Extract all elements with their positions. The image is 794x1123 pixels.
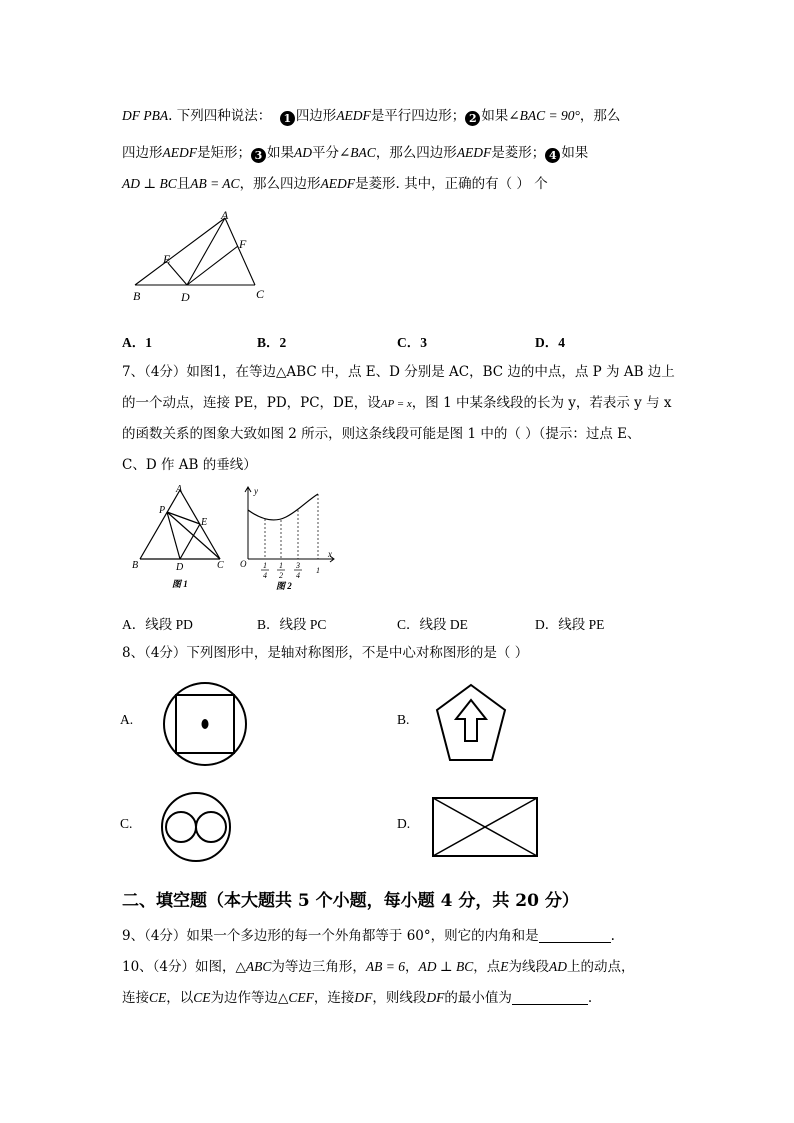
q10-text: .: [587, 990, 593, 1006]
q6-text: 且: [176, 176, 191, 192]
q7-line-2: [122, 394, 672, 413]
q10-math: AD: [548, 959, 567, 974]
fig2-label-x: x: [328, 549, 332, 559]
fig2-tick-4: 1: [316, 566, 320, 575]
circled-number-1: 1: [280, 111, 295, 126]
q6-text: 四边形: [295, 108, 337, 124]
q9-line: [122, 927, 615, 945]
q10-math: DF: [426, 990, 445, 1005]
q10-text: ，连接: [313, 990, 355, 1006]
q7-figure-1: [130, 484, 230, 594]
fig2-label-o: O: [240, 559, 247, 569]
fig2-label-y: y: [254, 486, 258, 496]
q8-figure-d-rectangle-cross-icon: [431, 796, 539, 858]
q10-math: CE: [193, 990, 211, 1005]
q10-math: DF: [354, 990, 373, 1005]
q8-figure-b-pentagon-arrow-icon: [435, 683, 507, 763]
fig2-tick-1-num: 1: [263, 561, 267, 570]
q10-text: ，: [405, 959, 419, 975]
q6-text: 平分: [312, 145, 339, 161]
fig2-tick-1-den: 4: [263, 571, 267, 580]
q10-text: 的最小值为: [444, 990, 512, 1006]
q10-text: 为边作等边: [210, 990, 279, 1006]
q9-text: .: [610, 928, 615, 944]
q10-text: 10、（4分）如图，: [122, 959, 236, 975]
circled-number-2: 2: [465, 111, 480, 126]
q10-math: CE: [149, 990, 167, 1005]
circled-number-3: 3: [251, 148, 266, 163]
q7-option-d[interactable]: D．线段 PE: [535, 617, 605, 632]
label-f: F: [239, 237, 247, 251]
label-b: B: [133, 289, 141, 303]
q6-math: ∠BAC = 90°: [508, 108, 580, 123]
q6-text: 是平行四边形；: [370, 108, 466, 124]
q6-math-dfpba: DF PBA: [122, 108, 169, 123]
fig1-label-c: C: [217, 560, 224, 571]
q6-math: AEDF: [456, 145, 492, 160]
q6-math: AEDF: [162, 145, 197, 160]
q10-math: △ABC: [235, 959, 272, 974]
fig1-label-a: A: [176, 484, 183, 495]
q6-text: 是矩形；: [197, 145, 251, 161]
fig2-tick-2-num: 1: [279, 561, 283, 570]
q10-text: 为线段: [508, 959, 549, 975]
q6-triangle-figure: [130, 208, 270, 306]
q6-option-b[interactable]: B．2: [257, 335, 287, 350]
q8-label-d[interactable]: D.: [397, 816, 411, 831]
q6-text: ，那么四边形: [375, 145, 457, 161]
q9-text: 9、（4分）如果一个多边形的每一个外角都等于 60°，则它的内角和是: [122, 928, 539, 944]
q10-text: 连接: [122, 990, 149, 1006]
q6-option-c[interactable]: C．3: [397, 335, 427, 350]
q6-text: 是菱形. 其中，正确的有（ ） 个: [355, 176, 548, 192]
q6-math: AEDF: [336, 108, 371, 123]
q8-label-a[interactable]: A.: [120, 712, 134, 727]
fig1-label-b: B: [132, 560, 139, 571]
q7-option-b[interactable]: B．线段 PC: [257, 617, 327, 632]
q6-line-2: [122, 144, 588, 163]
label-d: D: [181, 290, 190, 304]
q7-text: 的一个动点，连接 PE，PD，PC，DE，设: [122, 395, 381, 411]
q7-option-a[interactable]: A．线段 PD: [122, 617, 193, 632]
q6-math: ∠BAC: [339, 145, 376, 160]
q6-line-3: [122, 175, 548, 193]
fig2-tick-2-den: 2: [279, 571, 283, 580]
q7-option-c[interactable]: C．线段 DE: [397, 617, 468, 632]
q8-figure-a-circle-square-icon: [162, 681, 248, 767]
q7-figure-2: [238, 484, 338, 594]
q10-line-2: [122, 989, 592, 1007]
q6-math: AD: [294, 145, 312, 160]
q6-text: ，那么四边形: [239, 176, 321, 192]
q6-text: 四边形: [122, 145, 163, 161]
q10-math: AB = 6: [365, 959, 406, 974]
q6-text: ，那么: [579, 108, 621, 124]
q8-line: 8、（4分）下列图形中，是轴对称图形，不是中心对称图形的是（ ）: [122, 645, 529, 661]
q10-text: ，点: [473, 959, 501, 975]
label-e: E: [163, 252, 171, 266]
fig1-label-d: D: [176, 562, 184, 573]
q10-math: △CEF: [278, 990, 314, 1005]
label-c: C: [256, 287, 265, 301]
fig2-tick-3-num: 3: [296, 561, 300, 570]
circled-number-4: 4: [545, 148, 560, 163]
q6-math: AD ⊥ BC: [122, 176, 177, 191]
q7-math: AP = x: [380, 398, 412, 410]
section-title: 二、填空题（本大题共 5 个小题，每小题 4 分，共 20 分）: [122, 891, 579, 911]
q6-text: 如果: [481, 108, 509, 124]
fig2-caption: 图 2: [276, 581, 292, 591]
q8-label-c[interactable]: C.: [120, 816, 133, 831]
q6-math: AEDF: [320, 176, 356, 191]
q6-line-1: [122, 107, 620, 126]
q6-math: AB = AC: [190, 176, 240, 191]
q6-text: . 下列四种说法：: [168, 108, 272, 124]
q7-line-4: C、D 作 AB 的垂线）: [122, 457, 257, 473]
fig1-caption: 图 1: [172, 579, 188, 589]
q10-text: ，以: [166, 990, 194, 1006]
label-a: A: [221, 208, 229, 222]
q10-text: 上的动点，: [566, 959, 635, 975]
q6-text: 是菱形；: [491, 145, 546, 161]
q7-line-3: 的函数关系的图象大致如图 2 所示，则这条线段可能是图 1 中的（ ）（提示：过点 E、: [122, 426, 641, 442]
q7-line-1: 7、（4分）如图1，在等边△ABC 中，点 E、D 分别是 AC，BC 边的中点，点 P 为 AB 边上: [122, 364, 675, 380]
q10-text: 为等边三角形，: [271, 959, 366, 975]
q6-option-a[interactable]: A．1: [122, 335, 152, 350]
fig1-label-e: E: [201, 517, 208, 528]
q10-line-1: [122, 958, 634, 976]
q10-math: E: [500, 959, 509, 974]
q9-answer-blank[interactable]: [539, 928, 611, 943]
q6-text: 如果: [267, 145, 294, 161]
q7-text: ，图 1 中某条线段的长为 y，若表示 y 与 x: [411, 395, 672, 411]
fig2-tick-3-den: 4: [296, 571, 300, 580]
q8-figure-c-circles-icon: [153, 791, 239, 863]
q6-text: 如果: [561, 145, 589, 161]
q10-math: AD ⊥ BC: [418, 959, 474, 974]
q6-option-d[interactable]: D．4: [535, 335, 565, 350]
fig1-label-p: P: [159, 505, 166, 516]
q10-answer-blank[interactable]: [512, 990, 588, 1005]
q8-label-b[interactable]: B.: [397, 712, 410, 727]
q10-text: ，则线段: [372, 990, 427, 1006]
